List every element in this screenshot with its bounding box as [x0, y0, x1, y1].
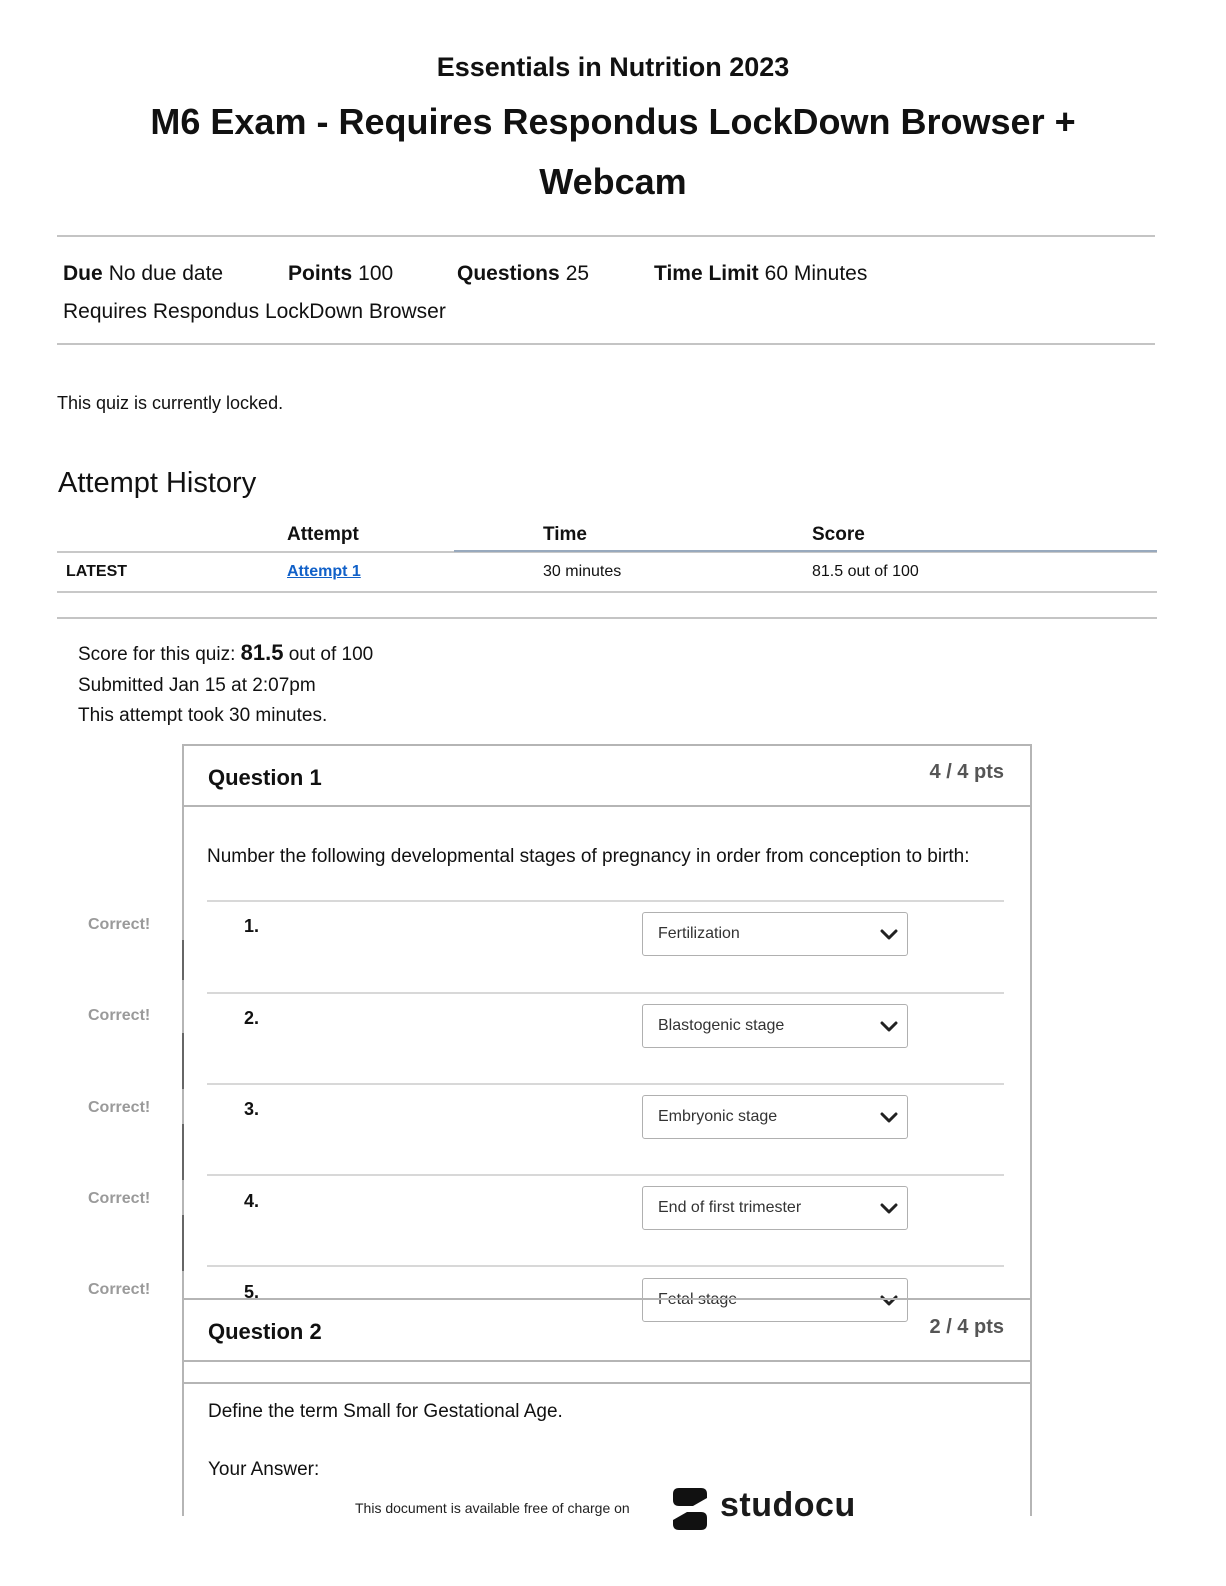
- table-header-accent: [454, 550, 1157, 552]
- answer-3-dropdown[interactable]: [642, 1095, 908, 1139]
- question-1-text: Number the following developmental stages of pregnancy in order from conception to birth:: [207, 846, 970, 867]
- studocu-logo-icon: [665, 1484, 715, 1539]
- answer-1-number: 1.: [244, 916, 260, 936]
- points-value: 100: [358, 262, 394, 285]
- due-value: No due date: [108, 262, 224, 285]
- table-row-divider: [57, 591, 1157, 593]
- column-header-score: Score: [812, 524, 865, 545]
- answer-1-status: Correct!: [88, 916, 151, 933]
- column-header-time: Time: [543, 524, 588, 545]
- lockdown-requirement: Requires Respondus LockDown Browser: [63, 300, 446, 323]
- points-info: [288, 262, 393, 286]
- answer-2-status: Correct!: [88, 1007, 151, 1024]
- question-1-points: 4 / 4 pts: [929, 761, 1004, 783]
- question-2-top-border: [182, 1298, 1030, 1300]
- chevron-down-icon: [879, 925, 899, 943]
- question-2-text: Define the term Small for Gestational Age.: [208, 1401, 563, 1422]
- answer-marker: [182, 1124, 184, 1180]
- attempt-history-heading: Attempt History: [58, 467, 257, 499]
- answer-divider: [207, 992, 1004, 994]
- chevron-down-icon: [879, 1199, 899, 1217]
- attempt-link-cell: [287, 563, 361, 581]
- questions-value: 25: [565, 262, 590, 285]
- question-2-body-divider: [182, 1382, 1030, 1384]
- answer-2-number: 2.: [244, 1008, 260, 1028]
- attempt-time: 30 minutes: [543, 563, 622, 580]
- due-label: Due: [63, 262, 103, 285]
- question-2-title: Question 2: [208, 1319, 322, 1344]
- divider: [57, 617, 1157, 619]
- answer-5-dropdown[interactable]: [642, 1278, 908, 1322]
- locked-message: This quiz is currently locked.: [57, 393, 284, 413]
- answer-divider: [207, 1265, 1004, 1267]
- answer-1-dropdown[interactable]: [642, 912, 908, 956]
- attempt-duration: This attempt took 30 minutes.: [78, 705, 328, 726]
- score-suffix: out of 100: [288, 644, 374, 665]
- answer-4-dropdown[interactable]: [642, 1186, 908, 1230]
- answer-1-selected: Fertilization: [658, 925, 740, 942]
- quiz-score: [78, 640, 373, 666]
- question-1-title: Question 1: [208, 765, 322, 790]
- answer-2-dropdown[interactable]: [642, 1004, 908, 1048]
- attempt-1-link[interactable]: Attempt 1: [287, 563, 361, 580]
- score-value: 81.5: [240, 640, 284, 665]
- questions-label: Questions: [457, 262, 560, 285]
- points-label: Points: [288, 262, 353, 285]
- due-info: [63, 262, 223, 286]
- chevron-down-icon: [879, 1291, 899, 1309]
- answer-marker: [182, 1215, 184, 1271]
- your-answer-label: Your Answer:: [208, 1459, 320, 1480]
- attempt-score: 81.5 out of 100: [812, 563, 919, 580]
- answer-5-number: 5.: [244, 1282, 260, 1302]
- answer-5-selected: Fetal stage: [658, 1291, 738, 1308]
- time-limit-info: [654, 262, 867, 286]
- answer-4-status: Correct!: [88, 1190, 151, 1207]
- exam-title: M6 Exam - Requires Respondus LockDown Browser + Webcam: [150, 101, 1076, 202]
- course-title: Essentials in Nutrition 2023: [436, 52, 790, 82]
- column-header-attempt: Attempt: [287, 524, 359, 545]
- divider: [57, 235, 1155, 237]
- chevron-down-icon: [879, 1108, 899, 1126]
- footer-text: This document is available free of charge on: [355, 1500, 630, 1516]
- answer-3-status: Correct!: [88, 1099, 151, 1116]
- submitted-time: Submitted Jan 15 at 2:07pm: [78, 675, 316, 696]
- time-limit-value: 60 Minutes: [764, 262, 868, 285]
- studocu-brand: studocu: [720, 1486, 856, 1524]
- answer-divider: [207, 900, 1004, 902]
- time-limit-label: Time Limit: [654, 262, 759, 285]
- answer-divider: [207, 1174, 1004, 1176]
- chevron-down-icon: [879, 1017, 899, 1035]
- question-2-points: 2 / 4 pts: [929, 1316, 1004, 1338]
- answer-3-selected: Embryonic stage: [658, 1108, 778, 1125]
- divider: [57, 343, 1155, 345]
- question-1-header-divider: [182, 805, 1030, 807]
- questions-info: [457, 262, 589, 286]
- question-2-header-divider: [182, 1360, 1030, 1362]
- answer-marker: [182, 1033, 184, 1089]
- answer-2-selected: Blastogenic stage: [658, 1017, 785, 1034]
- answer-5-status: Correct!: [88, 1281, 151, 1298]
- answer-4-number: 4.: [244, 1191, 260, 1211]
- score-prefix: Score for this quiz:: [78, 644, 236, 665]
- latest-tag: LATEST: [66, 563, 128, 580]
- answer-marker: [182, 940, 184, 980]
- answer-3-number: 3.: [244, 1099, 260, 1119]
- answer-divider: [207, 1083, 1004, 1085]
- answer-4-selected: End of first trimester: [658, 1199, 802, 1216]
